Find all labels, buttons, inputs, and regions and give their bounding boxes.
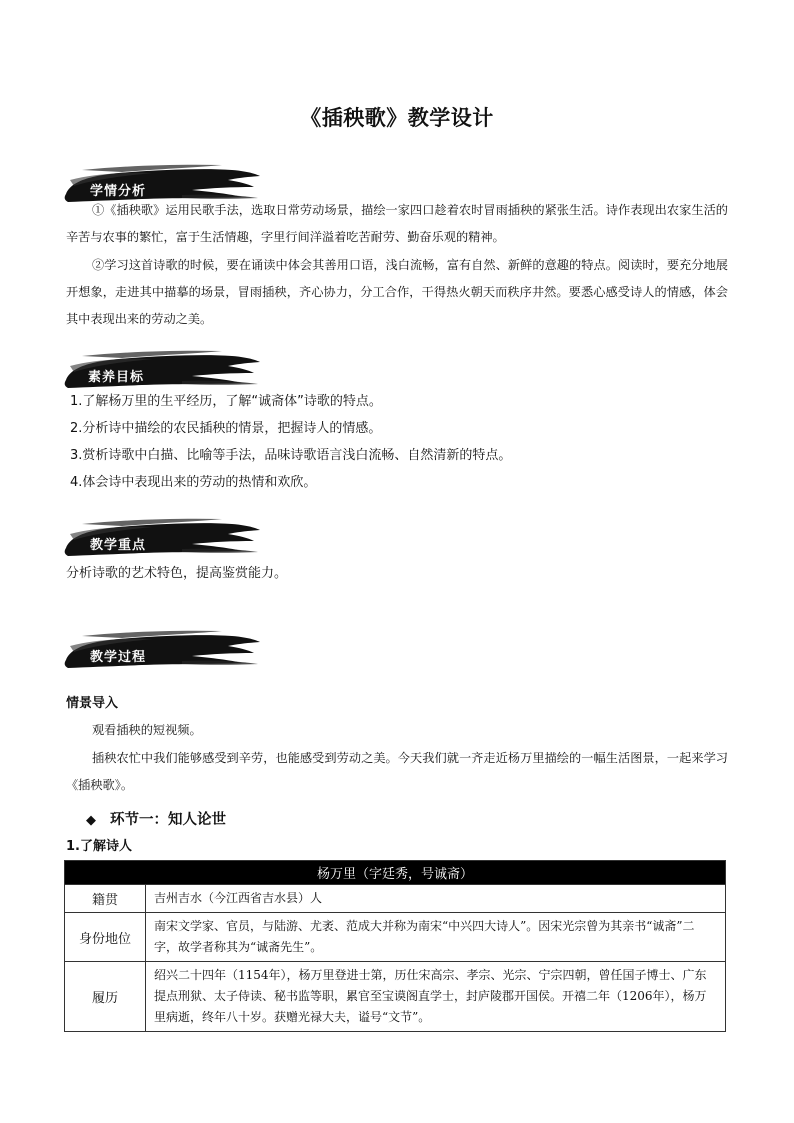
table-row-value: 绍兴二十四年（1154年），杨万里登进士第，历仕宋高宗、孝宗、光宗、宁宗四朝，曾任国子博士、广东提点刑狱、太子侍读、秘书监等职，累官至宝谟阁直学士，封庐陵郡开国侯。开禧二年（1206年），杨万里病逝，终年八十岁。获赠光禄大夫，谥号“文节”。 xyxy=(146,962,726,1032)
table-row-label: 履历 xyxy=(65,962,146,1032)
subheading-know-poet: 1.了解诗人 xyxy=(66,839,132,854)
step-heading xyxy=(86,808,226,829)
step-title: 环节一：知人论世 xyxy=(110,812,226,828)
analysis-paragraph-2: ②学习这首诗歌的时候，要在诵读中体会其善用口语，浅白流畅，富有自然、新鲜的意趣的特点。阅读时，要充分地展开想象，走进其中描摹的场景，冒雨插秧，齐心协力，分工合作，干得热火朝天而秩序井然。要悉心感受诗人的情感，体会其中表现出来的劳动之美。 xyxy=(66,258,728,326)
poet-info-table xyxy=(64,860,726,1032)
section-banner-process xyxy=(62,626,262,670)
section-banner-focus xyxy=(62,514,262,558)
table-row xyxy=(65,913,726,962)
goal-item-2: 2.分析诗中描绘的农民插秧的情景，把握诗人的情感。 xyxy=(70,421,382,436)
intro-heading: 情景导入 xyxy=(66,696,119,711)
table-row-value: 吉州吉水（今江西省吉水县）人 xyxy=(146,885,726,913)
section-label-analysis: 学情分析 xyxy=(90,184,147,199)
page-title: 《插秧歌》教学设计 xyxy=(300,106,494,130)
diamond-bullet-icon: ◆ xyxy=(86,813,96,828)
intro-paragraph-2: 插秧农忙中我们能够感受到辛劳，也能感受到劳动之美。今天我们就一齐走近杨万里描绘的一幅生活图景，一起来学习《插秧歌》。 xyxy=(66,751,728,792)
table-header-cell: 杨万里（字廷秀，号诚斋） xyxy=(65,861,726,885)
table-row xyxy=(65,885,726,913)
goal-item-1: 1.了解杨万里的生平经历，了解“诚斋体”诗歌的特点。 xyxy=(70,394,382,409)
goal-item-3: 3.赏析诗歌中白描、比喻等手法，品味诗歌语言浅白流畅、自然清新的特点。 xyxy=(70,448,512,463)
analysis-paragraph-1: ①《插秧歌》运用民歌手法，选取日常劳动场景，描绘一家四口趁着农时冒雨插秧的紧张生活。诗作表现出农家生活的辛苦与农事的繁忙，富于生活情趣，字里行间洋溢着吃苦耐劳、勤奋乐观的精神。 xyxy=(66,203,728,244)
goal-item-4: 4.体会诗中表现出来的劳动的热情和欢欣。 xyxy=(70,475,317,490)
section-label-focus: 教学重点 xyxy=(90,538,147,553)
focus-text: 分析诗歌的艺术特色，提高鉴赏能力。 xyxy=(66,566,288,581)
table-row xyxy=(65,962,726,1032)
table-header-row xyxy=(65,861,726,885)
section-banner-goals xyxy=(62,346,262,390)
table-row-label: 身份地位 xyxy=(65,913,146,962)
intro-paragraph-1: 观看插秧的短视频。 xyxy=(92,723,202,737)
table-row-value: 南宋文学家、官员，与陆游、尤袤、范成大并称为南宋“中兴四大诗人”。因宋光宗曾为其亲书“诚斋”二字，故学者称其为“诚斋先生”。 xyxy=(146,913,726,962)
section-label-goals: 素养目标 xyxy=(88,370,145,385)
section-label-process: 教学过程 xyxy=(90,650,147,665)
table-row-label: 籍贯 xyxy=(65,885,146,913)
